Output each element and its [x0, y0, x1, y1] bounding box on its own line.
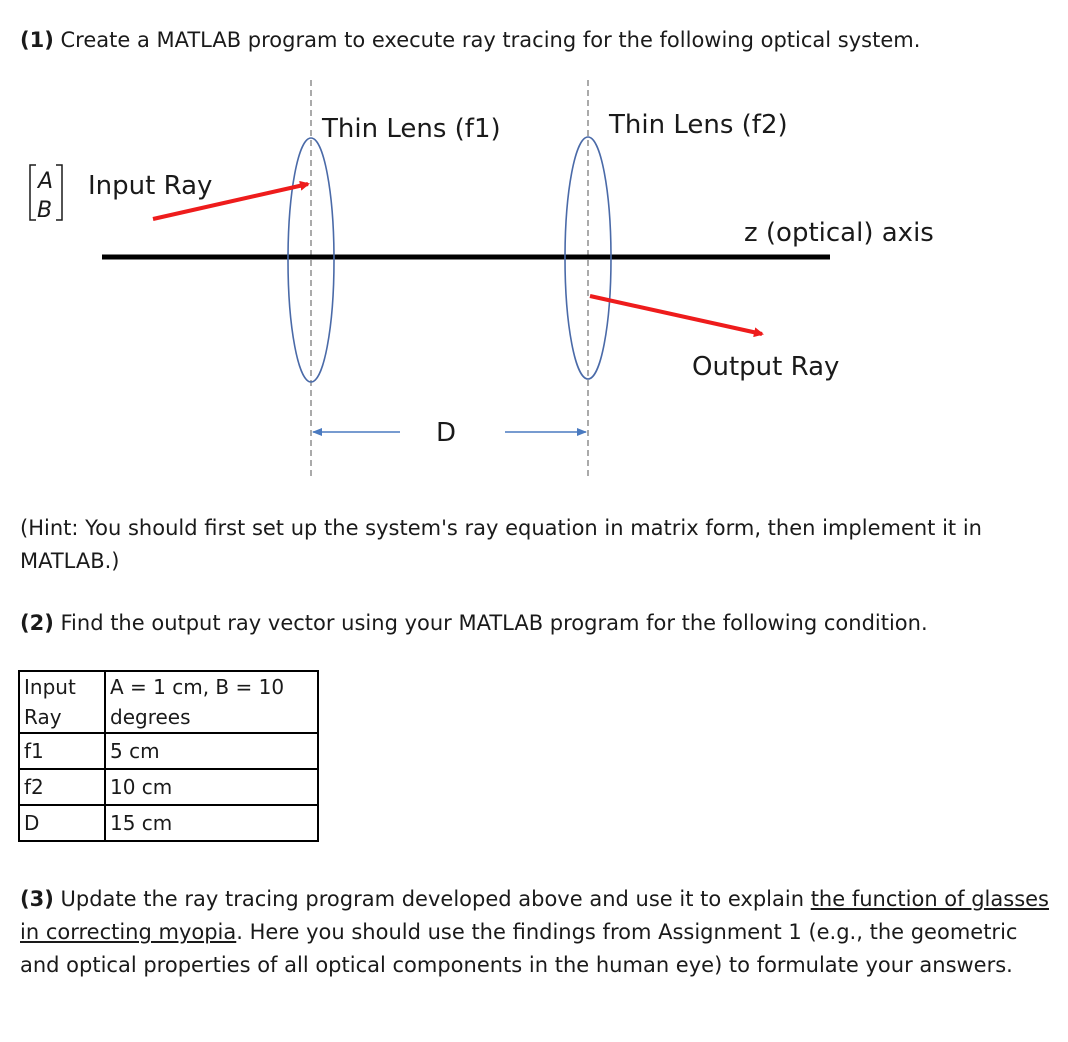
question-2-text: Find the output ray vector using your MATLAB program for the following condition.	[60, 611, 928, 635]
question-3-text-before: Update the ray tracing program developed above and use it to explain	[60, 887, 805, 911]
table-row	[19, 733, 318, 769]
table-row	[19, 671, 318, 733]
table-value: 15 cm	[105, 805, 318, 841]
output-ray-arrow	[590, 296, 762, 334]
question-3	[20, 883, 1050, 982]
table-value: 5 cm	[105, 733, 318, 769]
table-key: f1	[19, 733, 105, 769]
axis-label: z (optical) axis	[744, 218, 934, 248]
table-key: Input Ray	[19, 671, 105, 733]
question-2-number: (2)	[20, 611, 54, 635]
table-row	[19, 805, 318, 841]
table-key: f2	[19, 769, 105, 805]
input-vector-matrix	[30, 165, 62, 223]
question-3-number: (3)	[20, 887, 54, 911]
question-1-text: Create a MATLAB program to execute ray tracing for the following optical system.	[60, 28, 921, 52]
table-key: D	[19, 805, 105, 841]
input-ray-label: Input Ray	[88, 171, 213, 201]
parameters-table	[18, 670, 319, 842]
table-value: 10 cm	[105, 769, 318, 805]
table-value: A = 1 cm, B = 10 degrees	[105, 671, 318, 733]
matrix-b: B	[37, 198, 53, 223]
hint-text: (Hint: You should first set up the system's ray equation in matrix form, then implement it in MATLAB.)	[20, 516, 982, 573]
optical-system-diagram	[0, 75, 1068, 485]
matrix-a: A	[38, 169, 54, 194]
lens2-label: Thin Lens (f2)	[609, 110, 788, 140]
question-3-underlined-text: the function of glasses in correcting myopia	[20, 887, 1049, 944]
table-row	[19, 769, 318, 805]
distance-label: D	[436, 418, 457, 448]
question-3-text-after: . Here you should use the findings from Assignment 1 (e.g., the geometric and optical properties of all optical components in the human eye) to formulate your answers.	[20, 920, 1018, 977]
output-ray-label: Output Ray	[692, 352, 840, 382]
question-1	[20, 24, 1050, 57]
question-1-number: (1)	[20, 28, 54, 52]
lens1-label: Thin Lens (f1)	[322, 114, 501, 144]
question-2	[20, 607, 1050, 640]
